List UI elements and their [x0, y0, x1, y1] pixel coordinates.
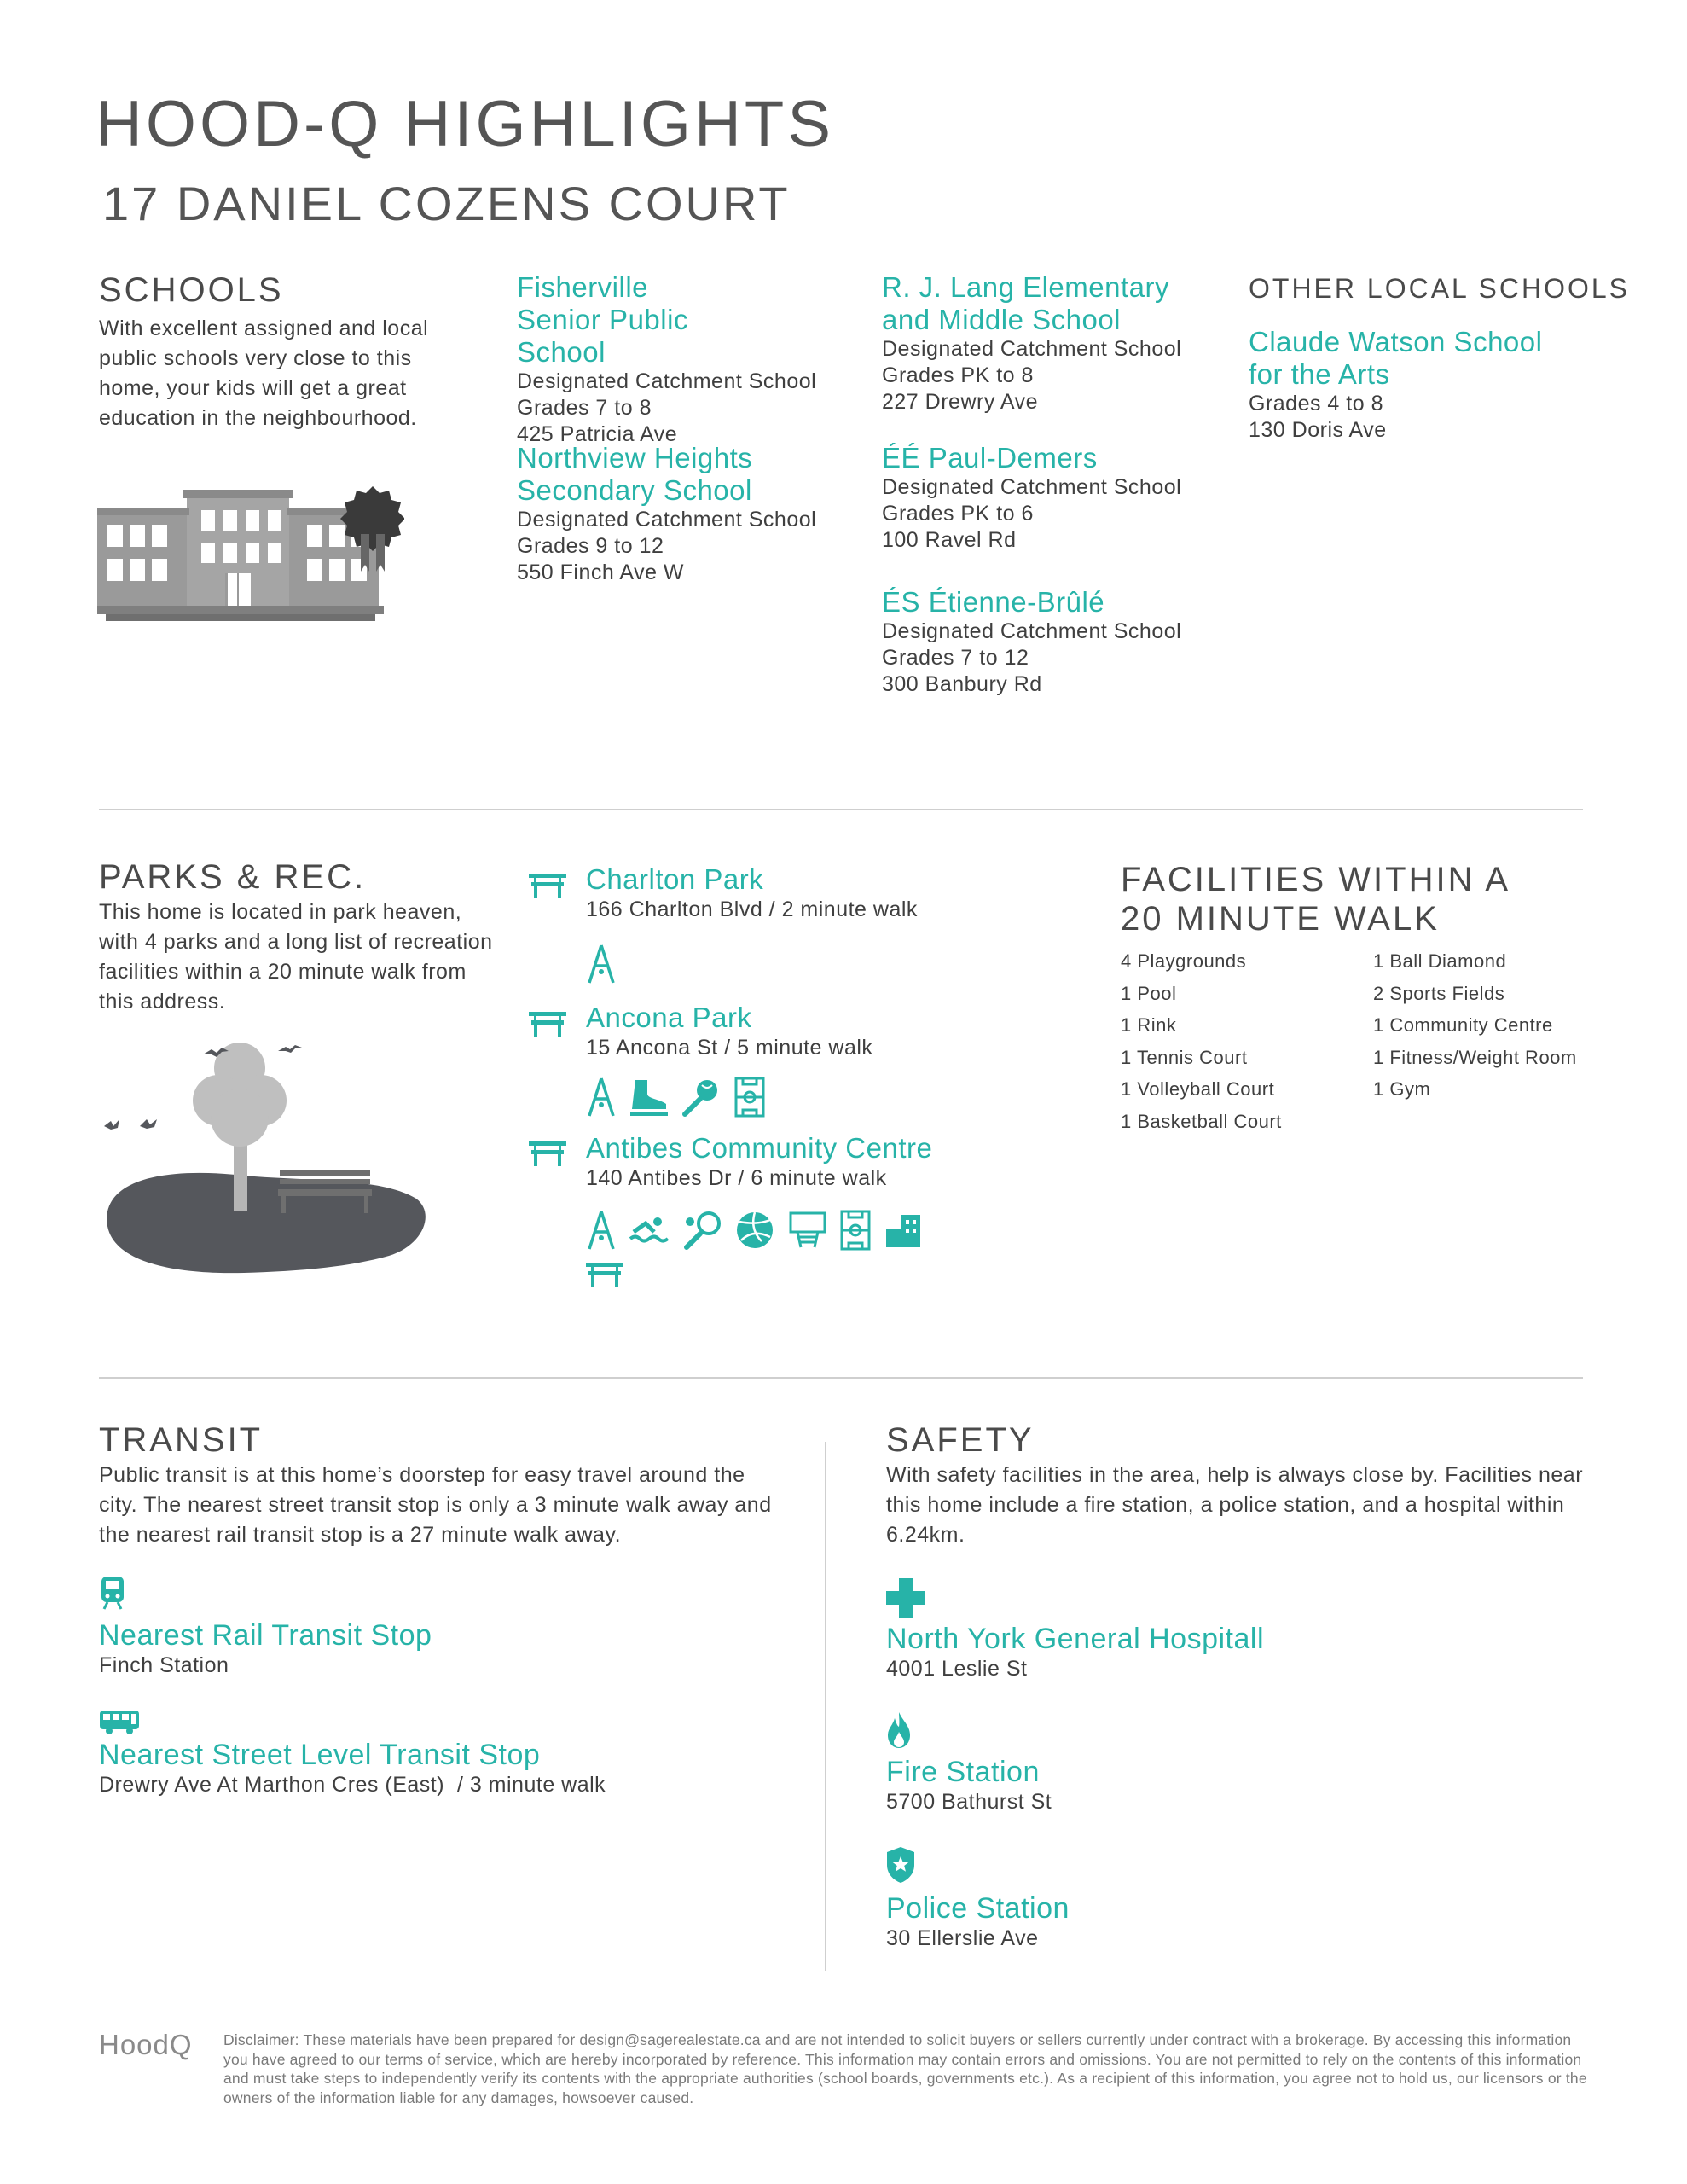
park-scene-icon	[99, 1032, 432, 1280]
hospital-icon	[886, 1578, 925, 1618]
school-entry	[517, 271, 858, 448]
school-name[interactable]: Claude Watson School for the Arts	[1249, 326, 1543, 390]
hoodq-logo: HoodQ	[99, 2029, 193, 2060]
facility-item: 4 Playgrounds	[1121, 950, 1247, 972]
facility-item: 1 Fitness/Weight Room	[1373, 1046, 1577, 1068]
school-type: Designated Catchment School	[517, 508, 817, 531]
park-detail: 140 Antibes Dr / 6 minute walk	[586, 1166, 887, 1190]
rink-icon	[629, 1077, 670, 1118]
property-address: 17 DANIEL COZENS COURT	[102, 177, 791, 230]
park-name[interactable]: Antibes Community Centre	[586, 1132, 933, 1164]
bus-icon	[99, 1710, 140, 1735]
school-building-icon	[97, 478, 404, 631]
school-address: 425 Patricia Ave	[517, 422, 678, 446]
facility-item: 1 Tennis Court	[1121, 1046, 1248, 1068]
facilities-title-line-1: FACILITIES WITHIN A	[1121, 861, 1511, 898]
school-grades: Grades 7 to 8	[517, 396, 652, 420]
fire-station-address: 5700 Bathurst St	[886, 1790, 1052, 1814]
rail-stop-label: Nearest Rail Transit Stop	[99, 1619, 432, 1652]
school-type: Designated Catchment School	[882, 619, 1182, 643]
school-entry	[882, 271, 1223, 415]
parks-description: This home is located in park heaven, with 4 parks and a long list of recreation facilities within a 20 minute walk from this address.	[99, 900, 493, 1014]
school-address: 130 Doris Ave	[1249, 418, 1387, 442]
park-amenities	[586, 1077, 765, 1118]
park-name[interactable]: Charlton Park	[586, 863, 764, 895]
playground-icon	[586, 1077, 617, 1118]
fire-station-name[interactable]: Fire Station	[886, 1756, 1040, 1788]
pool-icon	[629, 1210, 670, 1251]
safety-title: SAFETY	[886, 1421, 1035, 1459]
other-schools-title: OTHER LOCAL SCHOOLS	[1249, 273, 1631, 304]
park-amenities	[586, 1210, 924, 1251]
facility-item: 1 Volleyball Court	[1121, 1078, 1275, 1100]
playground-icon	[586, 944, 617, 985]
police-badge-icon	[886, 1846, 915, 1884]
school-grades: Grades PK to 6	[882, 502, 1034, 526]
page-title: HOOD-Q HIGHLIGHTS	[96, 88, 835, 160]
tennis-court-icon	[681, 1210, 722, 1251]
school-entry	[517, 442, 858, 586]
parks-title: PARKS & REC.	[99, 858, 367, 896]
facility-item: 2 Sports Fields	[1373, 982, 1505, 1004]
school-name[interactable]: ÉS Étienne-Brûlé	[882, 586, 1105, 618]
facility-item: 1 Rink	[1121, 1014, 1177, 1036]
school-address: 227 Drewry Ave	[882, 390, 1039, 414]
park-detail: 166 Charlton Blvd / 2 minute walk	[586, 897, 918, 921]
police-station-address: 30 Ellerslie Ave	[886, 1926, 1039, 1950]
safety-description: With safety facilities in the area, help is always close by. Facilities near this home include a fire station, a police station, and a hospital within 6.24km.	[886, 1463, 1584, 1547]
school-grades: Grades 4 to 8	[1249, 392, 1383, 415]
facilities-title-line-2: 20 MINUTE WALK	[1121, 900, 1440, 938]
school-address: 300 Banbury Rd	[882, 672, 1042, 696]
school-entry	[1249, 326, 1573, 444]
school-name[interactable]: Fisherville Senior Public School	[517, 271, 688, 368]
facilities-list-right	[1373, 945, 1629, 1106]
divider	[99, 1377, 1583, 1379]
schools-title: SCHOOLS	[99, 271, 284, 309]
train-icon	[99, 1575, 126, 1611]
school-grades: Grades 9 to 12	[517, 534, 664, 558]
bench-icon	[529, 872, 566, 901]
facilities-title	[1121, 860, 1510, 938]
sports-field-icon	[734, 1077, 765, 1118]
police-station-name[interactable]: Police Station	[886, 1892, 1070, 1925]
school-grades: Grades PK to 8	[882, 363, 1034, 387]
facility-item: 1 Basketball Court	[1121, 1110, 1282, 1132]
disclaimer: Disclaimer: These materials have been prepared for design@sagerealestate.ca and are not intended to solicit buyers or sellers currently under contract with a brokerage. By accessing this information you have agreed to our terms of service, which are hereby incorporated by reference. This information may contain errors and omissions. You are not permitted to rely on the contents of this information and must take steps to independently verify its contents with the appropriate authorities (school boards, governments etc.). As a recipient of this information, you agree not to hold us, our licensors or the owners of the information liable for any damages, howsoever caused.	[223, 2031, 1587, 2106]
gym-icon	[883, 1210, 924, 1251]
school-name[interactable]: ÉÉ Paul-Demers	[882, 442, 1098, 473]
bench-icon	[529, 1010, 566, 1039]
school-type: Designated Catchment School	[882, 475, 1182, 499]
school-address: 550 Finch Ave W	[517, 561, 685, 584]
school-grades: Grades 7 to 12	[882, 646, 1029, 670]
park-detail: 15 Ancona St / 5 minute walk	[586, 1036, 873, 1060]
facilities-list-left	[1121, 945, 1368, 1137]
sports-field-icon	[840, 1210, 871, 1251]
divider	[99, 809, 1583, 810]
community-centre-icon	[586, 1261, 623, 1290]
schools-description: With excellent assigned and local public schools very close to this home, your kids will get a great education in the neighbourhood.	[99, 317, 429, 430]
school-name[interactable]: Northview Heights Secondary School	[517, 442, 753, 506]
column-divider	[825, 1442, 826, 1971]
hospital-name[interactable]: North York General Hospitall	[886, 1623, 1265, 1655]
facility-item: 1 Community Centre	[1373, 1014, 1553, 1036]
transit-description: Public transit is at this home’s doorstep for easy travel around the city. The nearest street transit stop is only a 3 minute walk away and the nearest rail transit stop is a 27 minute walk away.	[99, 1463, 772, 1547]
school-name[interactable]: R. J. Lang Elementary and Middle School	[882, 271, 1169, 335]
street-stop-value[interactable]: Drewry Ave At Marthon Cres (East) / 3 minute walk	[99, 1773, 606, 1797]
school-entry	[882, 586, 1223, 698]
bench-icon	[529, 1140, 566, 1169]
school-type: Designated Catchment School	[882, 337, 1182, 361]
ball-diamond-icon	[681, 1077, 722, 1118]
park-name[interactable]: Ancona Park	[586, 1002, 752, 1033]
facility-item: 1 Pool	[1121, 982, 1177, 1004]
school-address: 100 Ravel Rd	[882, 528, 1017, 552]
basketball-court-icon	[787, 1210, 828, 1251]
rail-stop-value[interactable]: Finch Station	[99, 1653, 229, 1677]
fire-icon	[886, 1711, 912, 1749]
playground-icon	[586, 1210, 617, 1251]
volleyball-court-icon	[734, 1210, 775, 1251]
school-entry	[882, 442, 1223, 554]
street-stop-label: Nearest Street Level Transit Stop	[99, 1739, 541, 1771]
transit-title: TRANSIT	[99, 1421, 264, 1459]
school-type: Designated Catchment School	[517, 369, 817, 393]
hospital-address: 4001 Leslie St	[886, 1657, 1028, 1681]
facility-item: 1 Gym	[1373, 1078, 1431, 1100]
facility-item: 1 Ball Diamond	[1373, 950, 1507, 972]
